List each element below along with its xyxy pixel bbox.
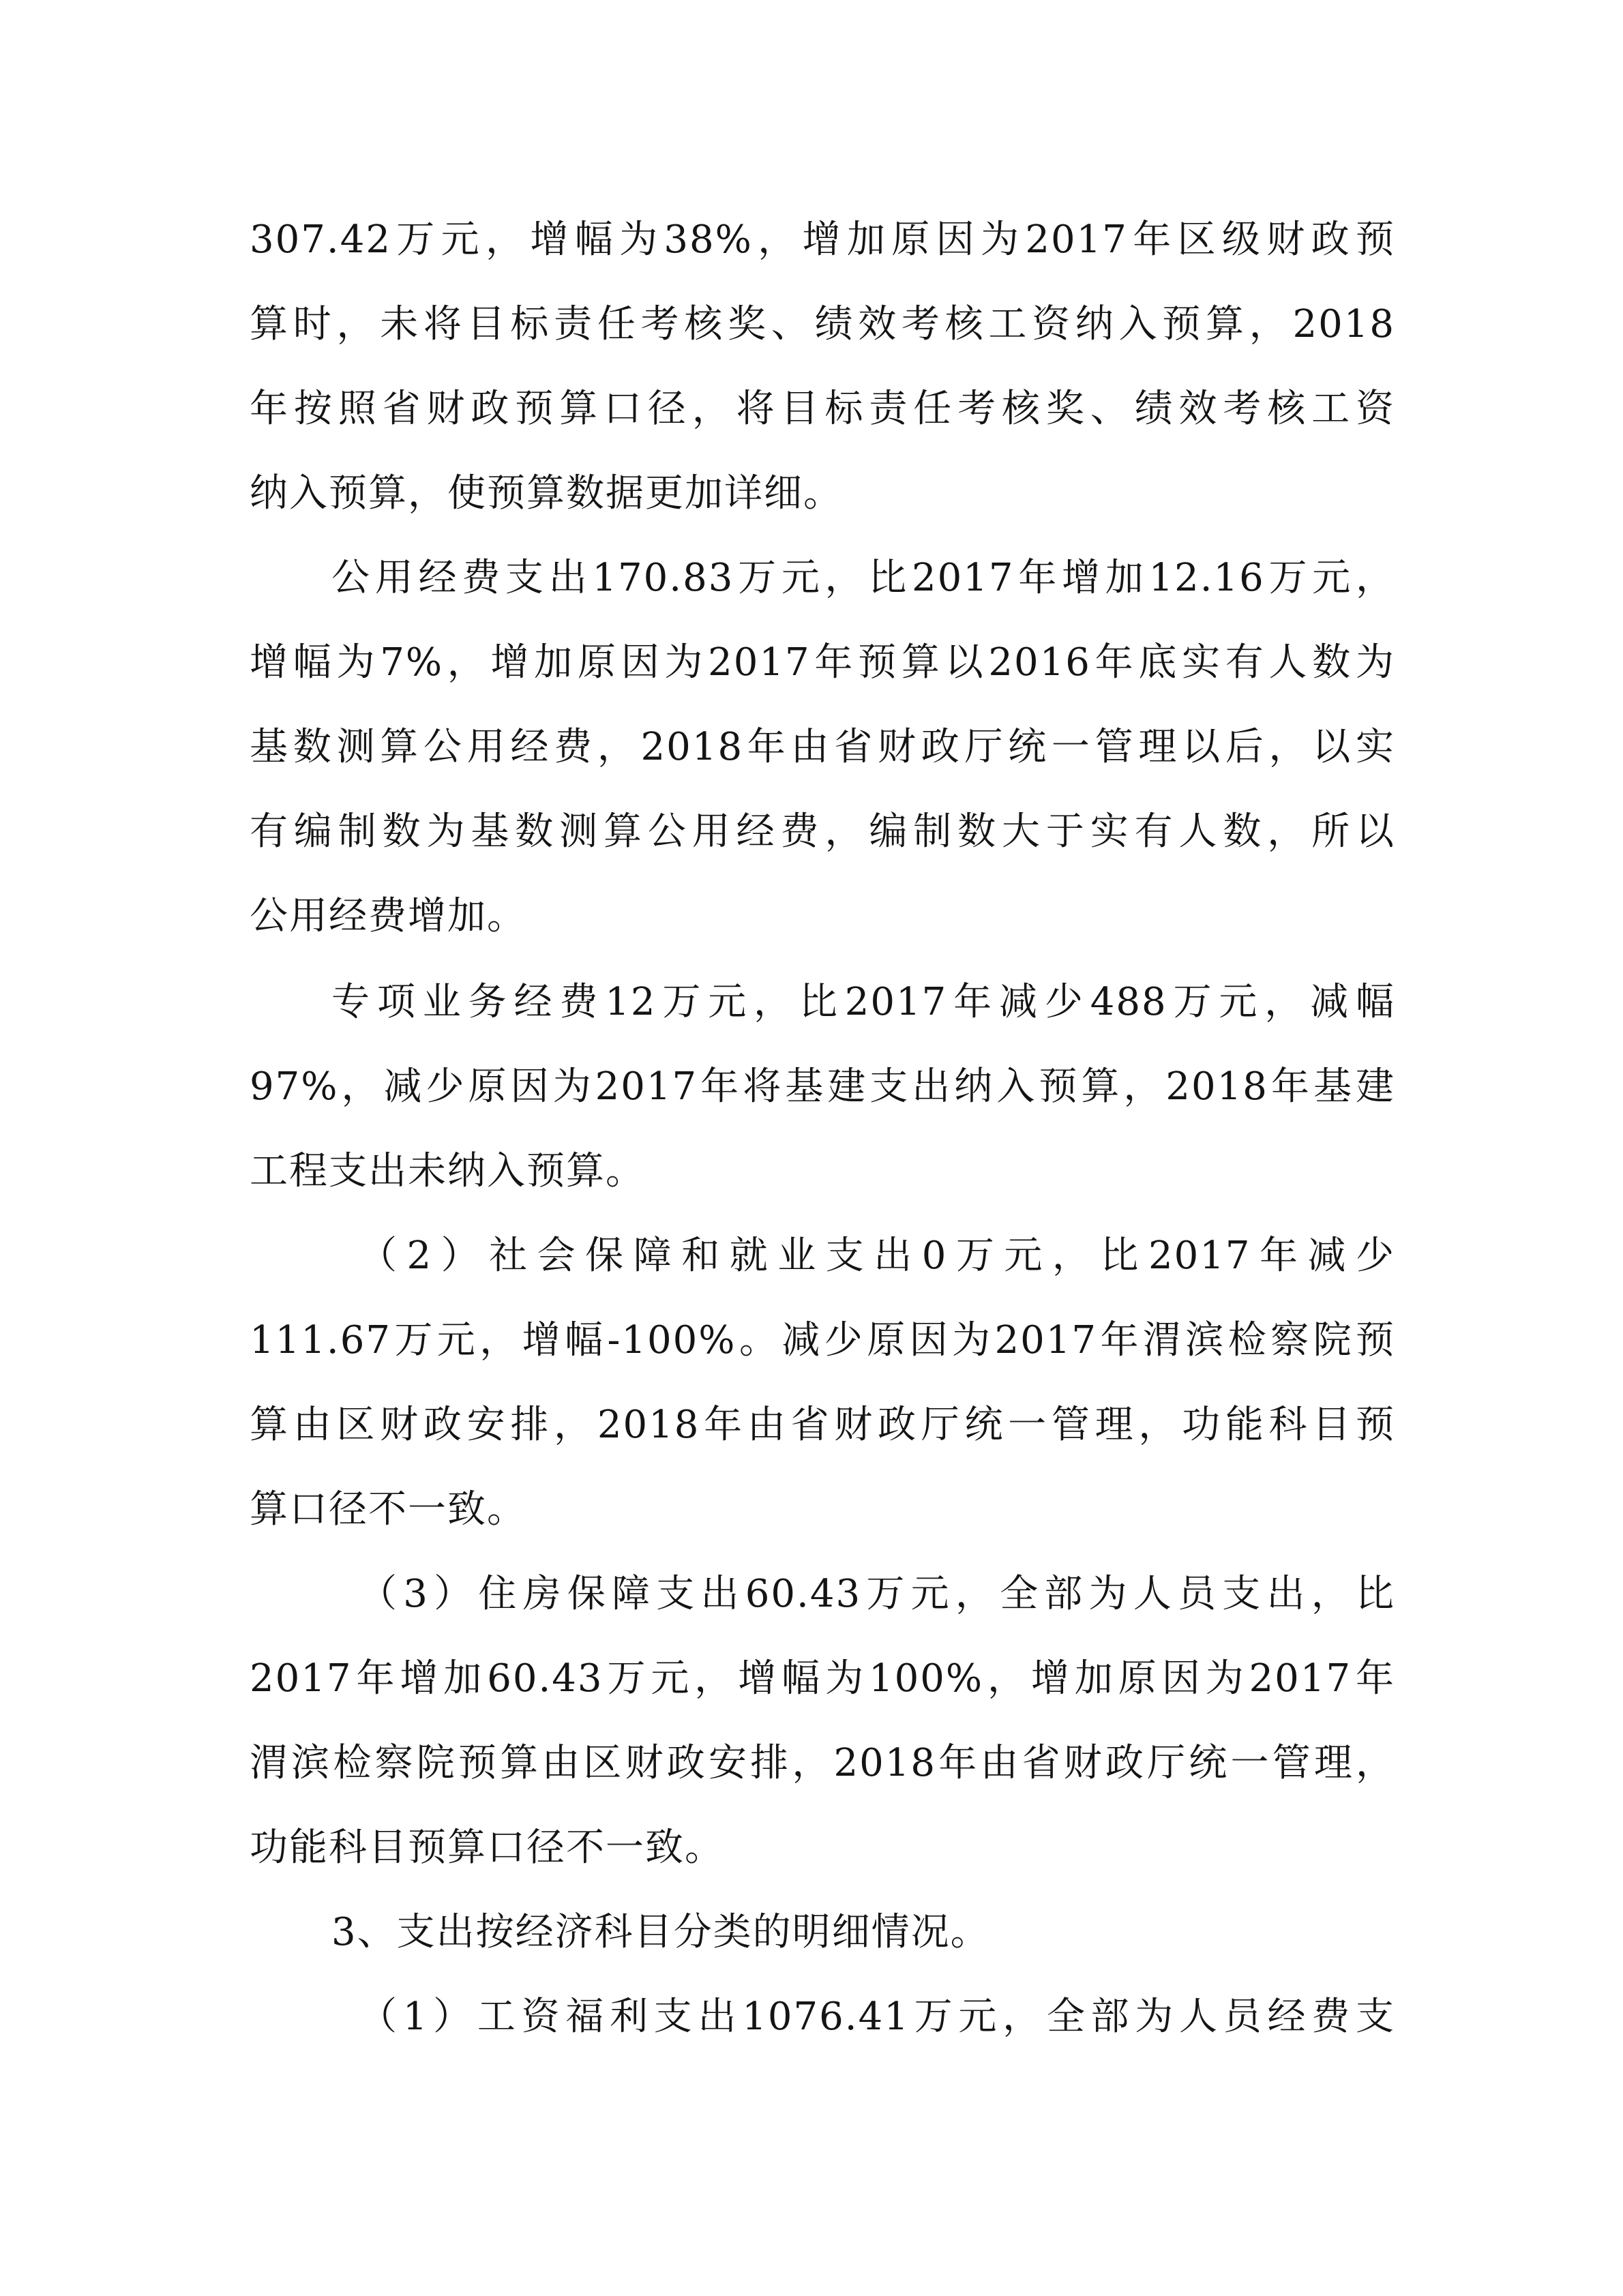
text-line: 算由区财政安排，2018年由省财政厅统一管理，功能科目预 bbox=[250, 1403, 1395, 1447]
text-line: 年按照省财政预算口径，将目标责任考核奖、绩效考核工资 bbox=[250, 387, 1395, 431]
text-line: 算时，未将目标责任考核奖、绩效考核工资纳入预算，2018 bbox=[250, 302, 1395, 346]
text-line: 增幅为7%，增加原因为2017年预算以2016年底实有人数为 bbox=[250, 640, 1395, 685]
text-line: 算口径不一致。 bbox=[250, 1487, 526, 1532]
text-line: 307.42万元，增幅为38%，增加原因为2017年区级财政预 bbox=[250, 218, 1395, 262]
text-line: 专项业务经费12万元，比2017年减少488万元，减幅 bbox=[331, 980, 1395, 1024]
text-line: 基数测算公用经费，2018年由省财政厅统一管理以后，以实 bbox=[250, 725, 1395, 769]
text-line: 111.67万元，增幅-100%。减少原因为2017年渭滨检察院预 bbox=[250, 1318, 1395, 1362]
text-line: 渭滨检察院预算由区财政安排，2018年由省财政厅统一管理， bbox=[250, 1741, 1395, 1785]
text-line: （1）工资福利支出1076.41万元，全部为人员经费支 bbox=[359, 1995, 1395, 2039]
text-line: 纳入预算，使预算数据更加详细。 bbox=[250, 471, 843, 516]
text-line: 功能科目预算口径不一致。 bbox=[250, 1825, 724, 1870]
text-line: 2017年增加60.43万元，增幅为100%，增加原因为2017年 bbox=[250, 1656, 1395, 1701]
text-line: （3）住房保障支出60.43万元，全部为人员支出，比 bbox=[359, 1572, 1395, 1616]
text-line: （2）社会保障和就业支出0万元，比2017年减少 bbox=[359, 1234, 1395, 1278]
text-line: 97%，减少原因为2017年将基建支出纳入预算，2018年基建 bbox=[250, 1064, 1395, 1109]
section-heading: 3、支出按经济科目分类的明细情况。 bbox=[331, 1910, 990, 1954]
text-line: 工程支出未纳入预算。 bbox=[250, 1149, 645, 1193]
text-line: 有编制数为基数测算公用经费，编制数大于实有人数，所以 bbox=[250, 809, 1395, 854]
text-line: 公用经费支出170.83万元，比2017年增加12.16万元， bbox=[331, 556, 1395, 600]
text-line: 公用经费增加。 bbox=[250, 894, 526, 938]
